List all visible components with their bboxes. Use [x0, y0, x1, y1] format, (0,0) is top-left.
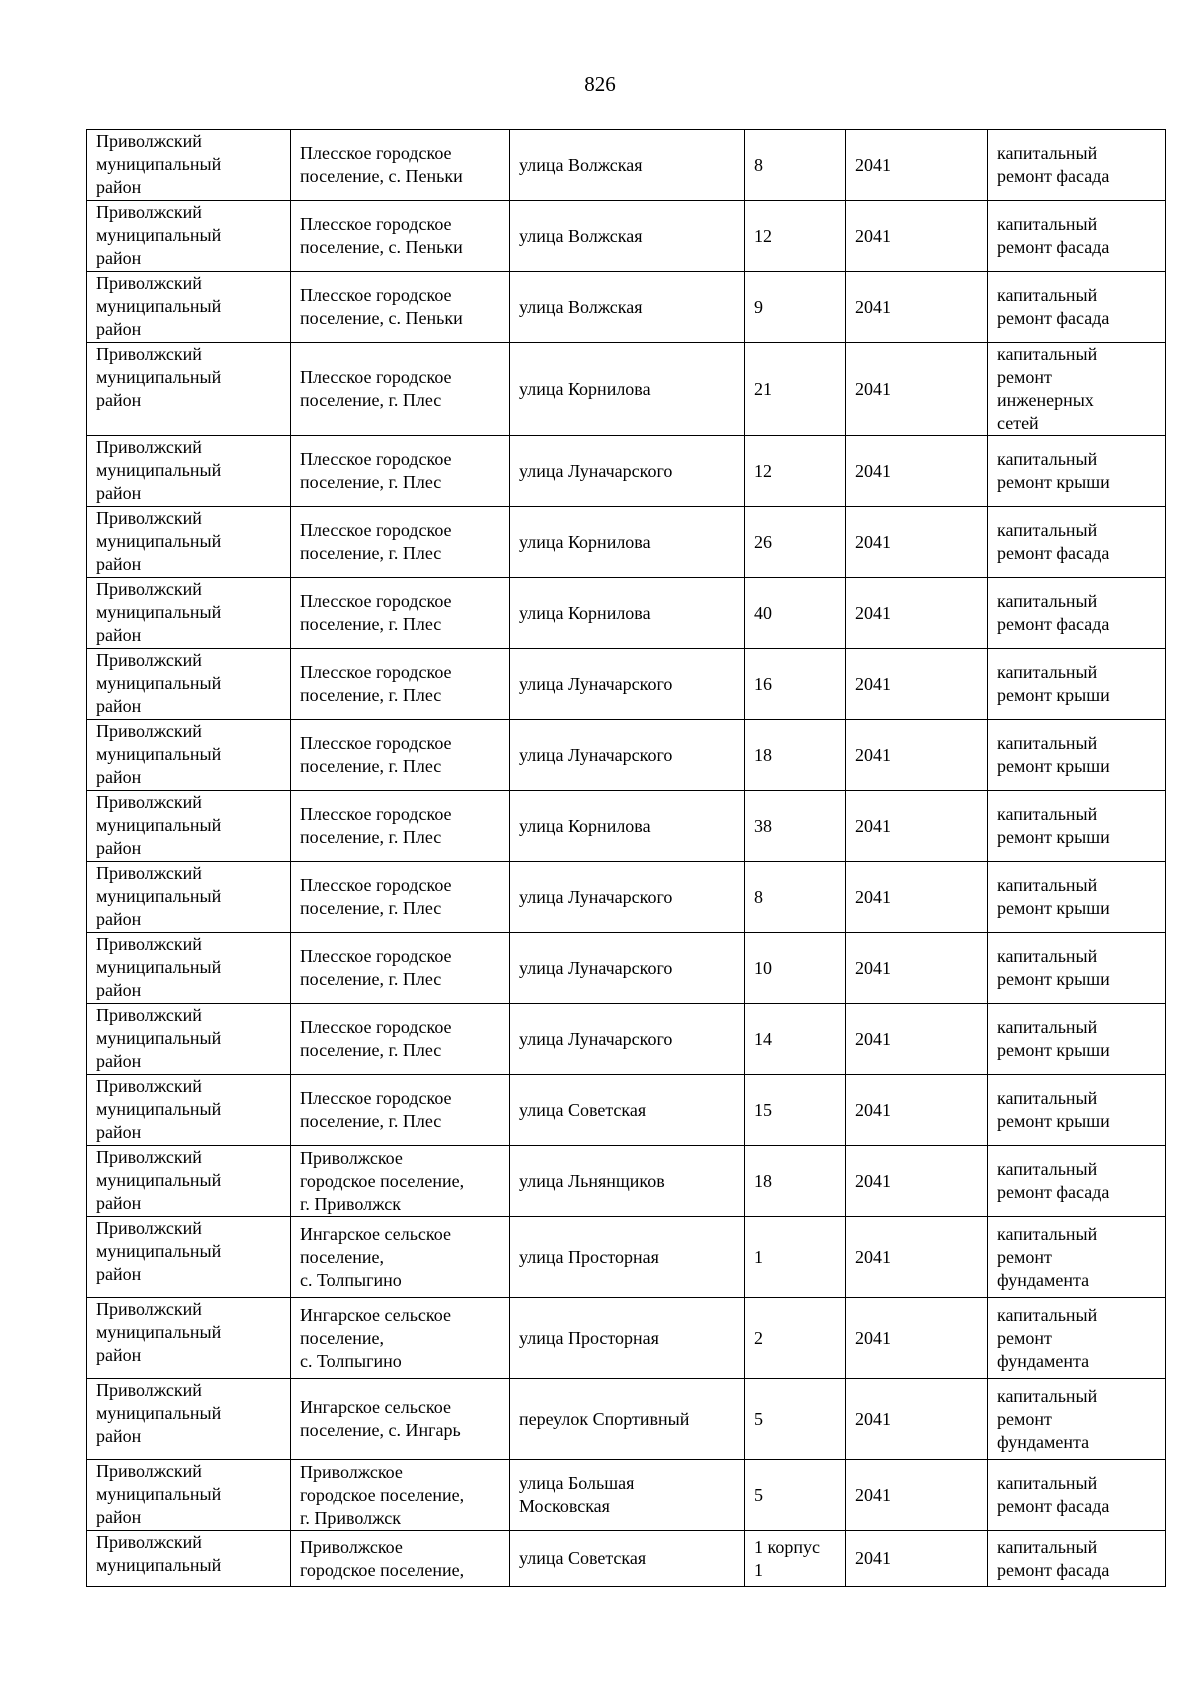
settlement-cell: Плесское городское поселение, г. Плес	[291, 578, 510, 649]
district-cell: Приволжский муниципальный район	[87, 1146, 291, 1217]
house-number-cell: 18	[745, 1146, 846, 1217]
table-row	[87, 201, 1166, 272]
table-row	[87, 791, 1166, 862]
street-cell: улица Луначарского	[510, 720, 745, 791]
district-cell: Приволжский муниципальный район	[87, 1379, 291, 1460]
work-type-cell: капитальный ремонт фасада	[988, 130, 1166, 201]
house-number-cell: 21	[745, 343, 846, 436]
year-cell: 2041	[846, 1217, 988, 1298]
work-type-cell: капитальный ремонт крыши	[988, 1004, 1166, 1075]
district-cell: Приволжский муниципальный район	[87, 1460, 291, 1531]
street-cell: улица Луначарского	[510, 436, 745, 507]
settlement-cell: Плесское городское поселение, с. Пеньки	[291, 201, 510, 272]
settlement-cell: Плесское городское поселение, г. Плес	[291, 862, 510, 933]
year-cell: 2041	[846, 507, 988, 578]
work-type-cell: капитальный ремонт крыши	[988, 791, 1166, 862]
settlement-cell: Плесское городское поселение, г. Плес	[291, 343, 510, 436]
district-cell: Приволжский муниципальный район	[87, 649, 291, 720]
work-type-cell: капитальный ремонт крыши	[988, 933, 1166, 1004]
street-cell: улица Корнилова	[510, 791, 745, 862]
street-cell: улица Большая Московская	[510, 1460, 745, 1531]
street-cell: улица Луначарского	[510, 862, 745, 933]
street-cell: улица Луначарского	[510, 649, 745, 720]
house-number-cell: 26	[745, 507, 846, 578]
work-type-cell: капитальный ремонт фасада	[988, 272, 1166, 343]
street-cell: улица Советская	[510, 1075, 745, 1146]
district-cell: Приволжский муниципальный район	[87, 201, 291, 272]
table-row	[87, 272, 1166, 343]
street-cell: улица Просторная	[510, 1217, 745, 1298]
year-cell: 2041	[846, 272, 988, 343]
settlement-cell: Ингарское сельское поселение, с. Толпыгино	[291, 1298, 510, 1379]
settlement-cell: Плесское городское поселение, г. Плес	[291, 1004, 510, 1075]
work-type-cell: капитальный ремонт фасада	[988, 578, 1166, 649]
year-cell: 2041	[846, 1460, 988, 1531]
district-cell: Приволжский муниципальный район	[87, 1075, 291, 1146]
table-row	[87, 436, 1166, 507]
house-number-cell: 8	[745, 130, 846, 201]
house-number-cell: 1	[745, 1217, 846, 1298]
house-number-cell: 14	[745, 1004, 846, 1075]
district-cell: Приволжский муниципальный район	[87, 862, 291, 933]
year-cell: 2041	[846, 343, 988, 436]
settlement-cell: Приволжское городское поселение, г. Приволжск	[291, 1146, 510, 1217]
district-cell: Приволжский муниципальный район	[87, 436, 291, 507]
year-cell: 2041	[846, 933, 988, 1004]
district-cell: Приволжский муниципальный район	[87, 791, 291, 862]
work-type-cell: капитальный ремонт фасада	[988, 1460, 1166, 1531]
year-cell: 2041	[846, 1379, 988, 1460]
house-number-cell: 8	[745, 862, 846, 933]
district-cell: Приволжский муниципальный район	[87, 507, 291, 578]
house-number-cell: 9	[745, 272, 846, 343]
table-row	[87, 1460, 1166, 1531]
work-type-cell: капитальный ремонт фасада	[988, 507, 1166, 578]
street-cell: улица Волжская	[510, 272, 745, 343]
table-row	[87, 720, 1166, 791]
district-cell: Приволжский муниципальный район	[87, 578, 291, 649]
house-number-cell: 40	[745, 578, 846, 649]
settlement-cell: Плесское городское поселение, с. Пеньки	[291, 130, 510, 201]
district-cell: Приволжский муниципальный район	[87, 1217, 291, 1298]
repair-schedule-table	[86, 129, 1166, 1587]
work-type-cell: капитальный ремонт крыши	[988, 436, 1166, 507]
district-cell: Приволжский муниципальный район	[87, 933, 291, 1004]
house-number-cell: 15	[745, 1075, 846, 1146]
house-number-cell: 12	[745, 436, 846, 507]
year-cell: 2041	[846, 201, 988, 272]
settlement-cell: Плесское городское поселение, г. Плес	[291, 720, 510, 791]
district-cell: Приволжский муниципальный район	[87, 1004, 291, 1075]
table-row	[87, 578, 1166, 649]
district-cell: Приволжский муниципальный район	[87, 130, 291, 201]
street-cell: улица Луначарского	[510, 1004, 745, 1075]
house-number-cell: 10	[745, 933, 846, 1004]
settlement-cell: Плесское городское поселение, г. Плес	[291, 436, 510, 507]
work-type-cell: капитальный ремонт инженерных сетей	[988, 343, 1166, 436]
settlement-cell: Ингарское сельское поселение, с. Ингарь	[291, 1379, 510, 1460]
street-cell: переулок Спортивный	[510, 1379, 745, 1460]
street-cell: улица Просторная	[510, 1298, 745, 1379]
table-row	[87, 1075, 1166, 1146]
table-row	[87, 1146, 1166, 1217]
district-cell: Приволжский муниципальный район	[87, 1298, 291, 1379]
settlement-cell: Плесское городское поселение, г. Плес	[291, 933, 510, 1004]
table-row	[87, 862, 1166, 933]
work-type-cell: капитальный ремонт фундамента	[988, 1379, 1166, 1460]
year-cell: 2041	[846, 1075, 988, 1146]
work-type-cell: капитальный ремонт фасада	[988, 1146, 1166, 1217]
street-cell: улица Советская	[510, 1531, 745, 1587]
settlement-cell: Плесское городское поселение, с. Пеньки	[291, 272, 510, 343]
work-type-cell: капитальный ремонт крыши	[988, 720, 1166, 791]
settlement-cell: Плесское городское поселение, г. Плес	[291, 507, 510, 578]
work-type-cell: капитальный ремонт фасада	[988, 1531, 1166, 1587]
work-type-cell: капитальный ремонт крыши	[988, 1075, 1166, 1146]
house-number-cell: 5	[745, 1379, 846, 1460]
page-number: 826	[584, 72, 616, 96]
district-cell: Приволжский муниципальный район	[87, 720, 291, 791]
settlement-cell: Ингарское сельское поселение, с. Толпыгино	[291, 1217, 510, 1298]
year-cell: 2041	[846, 578, 988, 649]
table-row	[87, 1298, 1166, 1379]
house-number-cell: 2	[745, 1298, 846, 1379]
year-cell: 2041	[846, 1531, 988, 1587]
table-row	[87, 1531, 1166, 1587]
house-number-cell: 1 корпус 1	[745, 1531, 846, 1587]
street-cell: улица Льнянщиков	[510, 1146, 745, 1217]
table-row	[87, 1379, 1166, 1460]
work-type-cell: капитальный ремонт фундамента	[988, 1298, 1166, 1379]
street-cell: улица Корнилова	[510, 578, 745, 649]
house-number-cell: 18	[745, 720, 846, 791]
settlement-cell: Плесское городское поселение, г. Плес	[291, 791, 510, 862]
settlement-cell: Приволжское городское поселение, г. Приволжск	[291, 1460, 510, 1531]
house-number-cell: 38	[745, 791, 846, 862]
work-type-cell: капитальный ремонт фасада	[988, 201, 1166, 272]
table-row	[87, 130, 1166, 201]
street-cell: улица Корнилова	[510, 507, 745, 578]
year-cell: 2041	[846, 720, 988, 791]
table-row	[87, 649, 1166, 720]
settlement-cell: Плесское городское поселение, г. Плес	[291, 1075, 510, 1146]
house-number-cell: 5	[745, 1460, 846, 1531]
year-cell: 2041	[846, 862, 988, 933]
table-row	[87, 507, 1166, 578]
table-row	[87, 933, 1166, 1004]
district-cell: Приволжский муниципальный район	[87, 343, 291, 436]
work-type-cell: капитальный ремонт крыши	[988, 649, 1166, 720]
settlement-cell: Плесское городское поселение, г. Плес	[291, 649, 510, 720]
year-cell: 2041	[846, 791, 988, 862]
year-cell: 2041	[846, 1146, 988, 1217]
street-cell: улица Волжская	[510, 201, 745, 272]
district-cell: Приволжский муниципальный	[87, 1531, 291, 1587]
year-cell: 2041	[846, 1298, 988, 1379]
house-number-cell: 12	[745, 201, 846, 272]
table-row	[87, 343, 1166, 436]
street-cell: улица Волжская	[510, 130, 745, 201]
year-cell: 2041	[846, 649, 988, 720]
table-row	[87, 1217, 1166, 1298]
house-number-cell: 16	[745, 649, 846, 720]
work-type-cell: капитальный ремонт крыши	[988, 862, 1166, 933]
year-cell: 2041	[846, 436, 988, 507]
street-cell: улица Корнилова	[510, 343, 745, 436]
street-cell: улица Луначарского	[510, 933, 745, 1004]
settlement-cell: Приволжское городское поселение,	[291, 1531, 510, 1587]
district-cell: Приволжский муниципальный район	[87, 272, 291, 343]
year-cell: 2041	[846, 1004, 988, 1075]
work-type-cell: капитальный ремонт фундамента	[988, 1217, 1166, 1298]
year-cell: 2041	[846, 130, 988, 201]
table-row	[87, 1004, 1166, 1075]
